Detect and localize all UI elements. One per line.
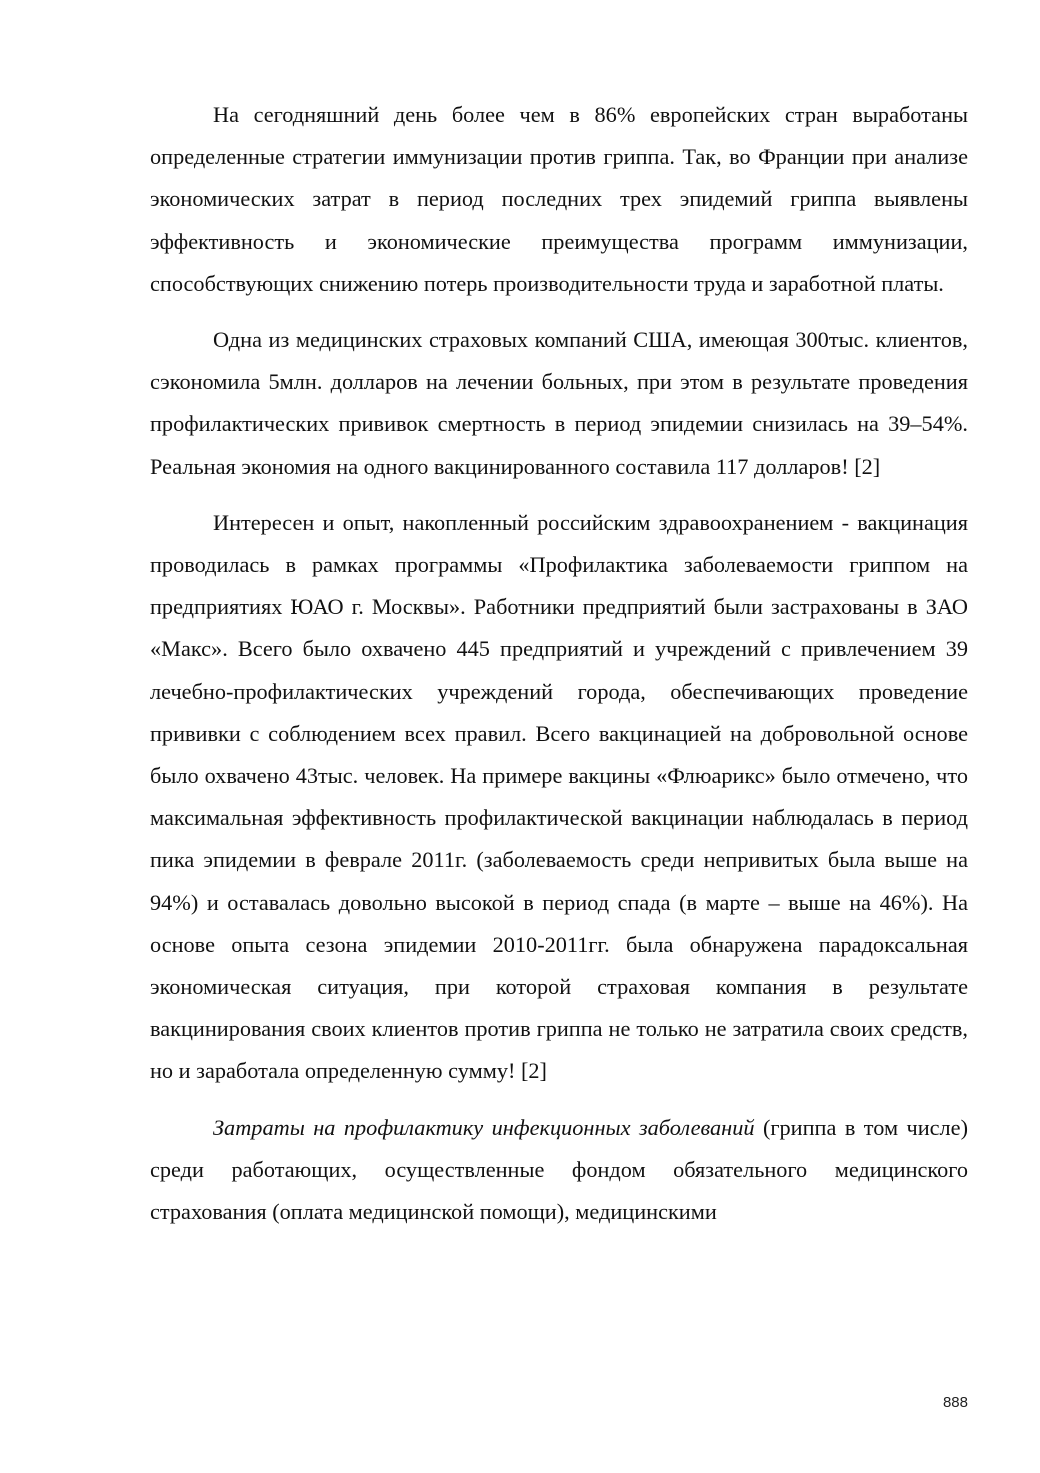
paragraph-prevention-costs-text: (гриппа в том числе) среди работающих, осуществленные фондом обязательного медицинского страхования (оплата медицинской помощи), медицинскими [150, 1114, 968, 1225]
paragraph-prevention-costs [150, 1107, 968, 1234]
paragraph-russian-experience: Интересен и опыт, накопленный российским здравоохранением - вакцинация проводилась в рамках программы «Профилактика заболеваемости гриппом на предприятиях ЮАО г. Москвы». Работники предприятий были застрахованы в ЗАО «Макс». Всего было охвачено 445 предприятий и учреждений с привлечением 39 лечебно-профилактических учреждений города, обеспечивающих проведение прививки с соблюдением всех правил. Всего вакцинацией на добровольной основе было охвачено 43тыс. человек. На примере вакцины «Флюарикс» было отмечено, что максимальная эффективность профилактической вакцинации наблюдалась в период пика эпидемии в феврале 2011г. (заболеваемость среди непривитых была выше на 94%) и оставалась довольно высокой в период спада (в марте – выше на 46%). На основе опыта сезона эпидемии 2010-2011гг. была обнаружена парадоксальная экономическая ситуация, при которой страховая компания в результате вакцинирования своих клиентов против гриппа не только не затратила своих средств, но и заработала определенную сумму! [2] [150, 509, 968, 1084]
paragraph-immunization-strategies: На сегодняшний день более чем в 86% европейских стран выработаны определенные стратегии иммунизации против гриппа. Так, во Франции при анализе экономических затрат в период последних трех эпидемий гриппа выявлены эффективность и экономические преимущества программ иммунизации, способствующих снижению потерь производительности труда и заработной платы. [150, 102, 968, 296]
document-page [150, 94, 968, 1233]
page-number: 888 [942, 1394, 968, 1411]
paragraph-prevention-costs-italic-lead: Затраты на профилактику инфекционных заболеваний [213, 1114, 755, 1140]
paragraph-usa-insurance-savings: Одна из медицинских страховых компаний США, имеющая 300тыс. клиентов, сэкономила 5млн. долларов на лечении больных, при этом в результате проведения профилактических прививок смертность в период эпидемии снизилась на 39–54%. Реальная экономия на одного вакцинированного составила 117 долларов! [2] [150, 327, 968, 479]
